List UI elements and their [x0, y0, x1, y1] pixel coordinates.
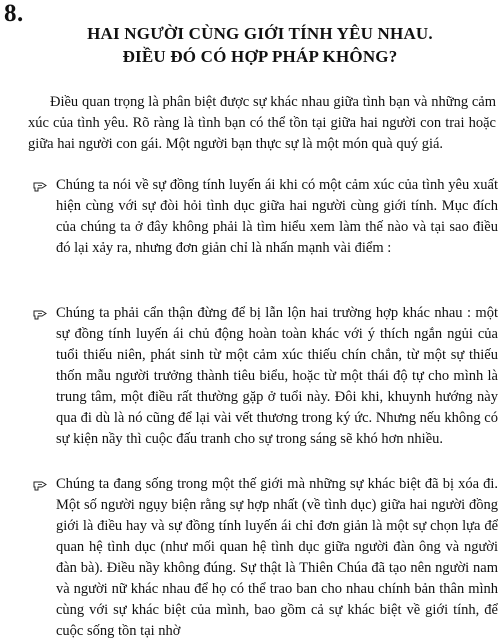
chapter-number: 8.	[4, 0, 24, 27]
pointing-hand-icon	[33, 179, 47, 193]
pointing-hand-icon	[33, 478, 47, 492]
intro-paragraph: Điều quan trọng là phân biệt được sự khác nhau giữa tình bạn và những cảm xúc của tình yêu. Rõ ràng là tình bạn có thể tồn tại giữa hai người con trai hoặc giữa hai người con gái. Một người bạn thực sự là một món quà quý giá.	[28, 94, 496, 152]
bullet-item	[4, 175, 498, 259]
title-line-1: HAI NGƯỜI CÙNG GIỚI TÍNH YÊU NHAU.	[87, 24, 433, 43]
bullet-text: Chúng ta phải cẩn thận đừng để bị lẫn lộn hai trường hợp khác nhau : một sự đồng tính luyến ái chủ động hoàn toàn khác với ý thích ngắn ngủi của tuổi thiếu niên, phát sinh từ một cảm xúc thiếu chín chắn, từ một sự thiếu thốn mẫu người trưởng thành tiêu biểu, hoặc từ một thái độ tự cho mình là trung tâm, một điều rất thường gặp ở tuổi này. Đôi khi, khuynh hướng này qua đi dù là nó cũng để lại vài vết thương trong ký ức. Nhưng nếu không có sự kiện nầy thì cuộc đấu tranh cho sự trong sáng sẽ khó hơn nhiều.	[56, 305, 498, 447]
bullet-text: Chúng ta đang sống trong một thế giới mà những sự khác biệt đã bị xóa đi. Một số người ngụy biện rằng sự hợp nhất (về tình dục) giữa hai người đồng giới là điều hay và sự đồng tính luyến ái chỉ đơn giản là một sự chọn lựa để quan hệ tình dục (như mối quan hệ tình dục giữa người đàn ông và người đàn bà). Điều nầy không đúng. Sự thật là Thiên Chúa đã tạo nên người nam và người nữ khác nhau để họ có thể trao ban cho nhau chính bản thân mình cùng với sự khác biệt của mình, bao gồm cả sự khác biệt về giới tính, để cuộc sống tồn tại nhờ	[56, 476, 498, 639]
bullet-text: Chúng ta nói về sự đồng tính luyến ái khi có một cảm xúc của tình yêu xuất hiện cùng với sự đòi hỏi tình dục giữa hai người cùng giới tính. Mục đích của chúng ta ở đây không phải là tìm hiểu xem làm thế nào và tại sao điều đó lại xảy ra, nhưng đơn giản chỉ là nhấn mạnh vài điểm :	[56, 177, 498, 256]
bullet-item	[4, 474, 498, 642]
bullet-item	[4, 303, 498, 450]
pointing-hand-icon	[33, 307, 47, 321]
chapter-title	[60, 22, 460, 68]
title-line-2: ĐIỀU ĐÓ CÓ HỢP PHÁP KHÔNG?	[122, 47, 398, 66]
